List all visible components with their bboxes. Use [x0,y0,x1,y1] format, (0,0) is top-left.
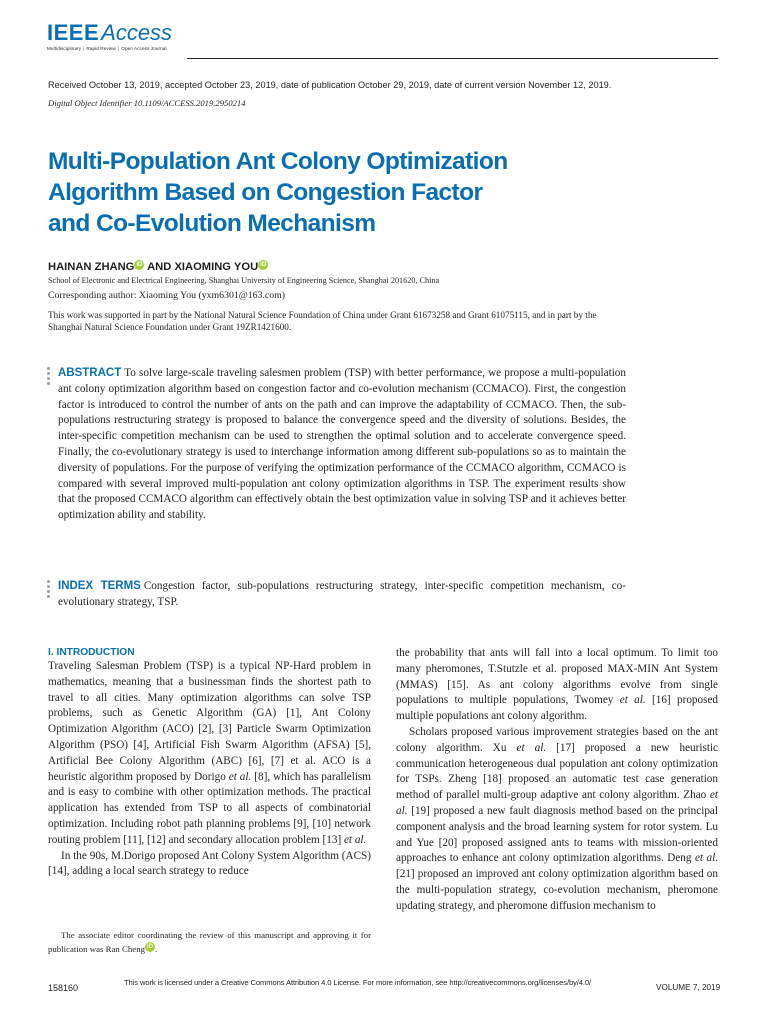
paragraph-text: [21] proposed an improved ant colony optimization algorithm based on the multi-population strategy, co-evolution mechanism, pheromone updating strategy, and pheromone diffusion mechanism to [396,868,718,912]
index-terms [58,579,626,611]
logo-wordmark [47,22,172,44]
doi-value[interactable]: 10.1109/ACCESS.2019.2950214 [133,98,246,108]
header-rule [187,58,718,59]
paragraph-text: [19] proposed a new fault diagnosis method based on the principal component analysis and the broad learning system for rotor system. Lu and Yue [20] proposed assigned ants to teams with mission-oriented approaches to enhance ant colony optimization algorithms. Deng [396,804,719,865]
logo-tagline [47,46,172,51]
tagline-item: Rapid Review [86,46,116,51]
article-title [48,146,708,239]
index-terms-label: INDEX TERMS [58,580,141,592]
title-line: Algorithm Based on Congestion Factor [48,179,483,206]
etal: et al. [396,789,718,817]
paragraph [396,725,718,915]
page-number: 158160 [48,983,79,993]
author-line [48,260,268,273]
corresponding-author: Corresponding author: Xiaoming You (yxm6301@163.com) [48,290,286,301]
left-column [48,646,371,880]
abstract-marker [47,367,50,387]
abstract [58,366,626,524]
affiliation: School of Electronic and Electrical Engineering, Shanghai University of Engineering Science, Shanghai 201620, China [48,276,440,285]
paragraph-text: [16] proposed multiple populations ant colony algorithm. [396,694,719,723]
paragraph-text: Traveling Salesman Problem (TSP) is a typical NP-Hard problem in mathematics, meaning that a businessman finds the shortest path to travel to all cities. Many optimization algorithms can solve TSP problems, such as Genetic Algorithm (GA) [1], Ant Colony Optimization Algorithm (ACO) [2], [3] Particle Swarm Optimization Algorithm (PSO) [4], Artificial Fish Swarm Algorithm (AFSA) [5], Artificial Bee Colony Algorithm (ABC) [6], [7] et al. ACO is a heuristic algorithm proposed by Dorigo [48,660,371,783]
etal: et al. [343,833,367,846]
abstract-text: To solve large-scale traveling salesmen problem (TSP) with better performance, we propose a multi-population ant colony optimization algorithm based on congestion factor and co-evolution mechanism (CCMACO). First, the congestion factor is introduced to control the number of ants on the path and can improve the adaptability of CCMACO. Then, the sub-populations restructuring strategy is proposed to balance the convergence speed and the diversity of solutions. Besides, the inter-specific competition mechanism can be used to strengthen the optimal solution and to accelerate convergence speed. Finally, the co-evolutionary strategy is used to interchange information among different sub-populations so as to maintain the diversity of populations. For the purpose of verifying the optimization performance of the CCMACO algorithm, CCMACO is compared with several improved multi-population ant colony optimization algorithms in TSP. The experiment results show that the proposed CCMACO algorithm can effectively obtain the best optimization value in solving TSP and it achieves better optimization ability and stability. [58,367,626,522]
etal: et al. [228,770,252,783]
volume-label: VOLUME 7, 2019 [656,983,721,992]
orcid-icon[interactable]: iD [147,944,153,950]
paragraph-text: [8], which has parallelism and is easy to combine with other optimization methods. The practical application has extended from TSP to all aspects of combinatorial optimization. Including robot path planning problems [9], [10] network routing problem [11], [12] and secondary allocation problem [13] [48,770,371,846]
tagline-separator: | [83,46,85,51]
footnote [48,928,371,956]
author-name: XIAOMING YOU [174,261,259,273]
logo-access: Access [101,20,173,45]
paragraph-text: Scholars proposed various improvement strategies based on the ant colony algorithm. Xu [396,725,718,754]
paragraph [396,646,718,725]
orcid-icon[interactable]: iD [136,262,143,268]
orcid-icon[interactable]: iD [260,262,267,268]
index-terms-text: Congestion factor, sub-populations restructuring strategy, inter-specific competition mechanism, co-evolutionary strategy, TSP. [58,580,626,608]
tagline-item: Open Access Journal [121,46,167,51]
doi-label: Digital Object Identifier [48,98,132,108]
tagline-item: Multidisciplinary [47,46,82,51]
received-dates: Received October 13, 2019, accepted October 23, 2019, date of publication October 29, 2019, date of current version November 12, 2019. [48,80,612,90]
journal-logo [47,22,172,51]
right-column [396,646,718,915]
footnote-end: . [155,944,158,954]
abstract-label: ABSTRACT [58,367,122,379]
footnote-text: The associate editor coordinating the review of this manuscript and approving it for publication was Ran Cheng [48,930,371,954]
paragraph-text: [17] proposed a new heuristic communication heterogeneous dual population ant colony optimization for TSPs. Zheng [18] proposed an automatic test case generation method of parallel multi-group adaptive ant colony algorithm. Zhao [396,741,719,802]
doi-line [48,98,246,108]
license-note[interactable]: This work is licensed under a Creative Commons Attribution 4.0 License. For more information, see http://creativecommons.org/licenses/by/4.0/ [124,978,592,987]
paragraph [48,659,371,849]
author-name: HAINAN ZHANG [48,261,135,273]
logo-ieee: IEEE [47,20,100,45]
etal: et al. [619,694,646,707]
title-line: Multi-Population Ant Colony Optimization [48,148,508,175]
funding-note: This work was supported in part by the National Natural Science Foundation of China under Grant 61673258 and Grant 61075115, and in part by the Shanghai Natural Science Foundation under Grant 19ZR1421600. [48,310,597,332]
etal: et al. [694,852,718,865]
tagline-separator: | [117,46,120,51]
paragraph: In the 90s, M.Dorigo proposed Ant Colony System Algorithm (ACS) [14], adding a local search strategy to reduce [48,849,371,878]
title-line: and Co-Evolution Mechanism [48,210,376,237]
index-terms-marker [47,580,50,600]
section-heading: I. INTRODUCTION [48,647,135,658]
etal: et al. [516,741,547,754]
author-conjunction: AND [147,261,172,273]
paragraph-text: the probability that ants will fall into a local optimum. To limit too many pheromones, T.Stutzle et al. proposed MAX-MIN Ant System (MMAS) [15]. As ant colony algorithms evolve from single populations to multiple populations, Twomey [396,647,718,707]
